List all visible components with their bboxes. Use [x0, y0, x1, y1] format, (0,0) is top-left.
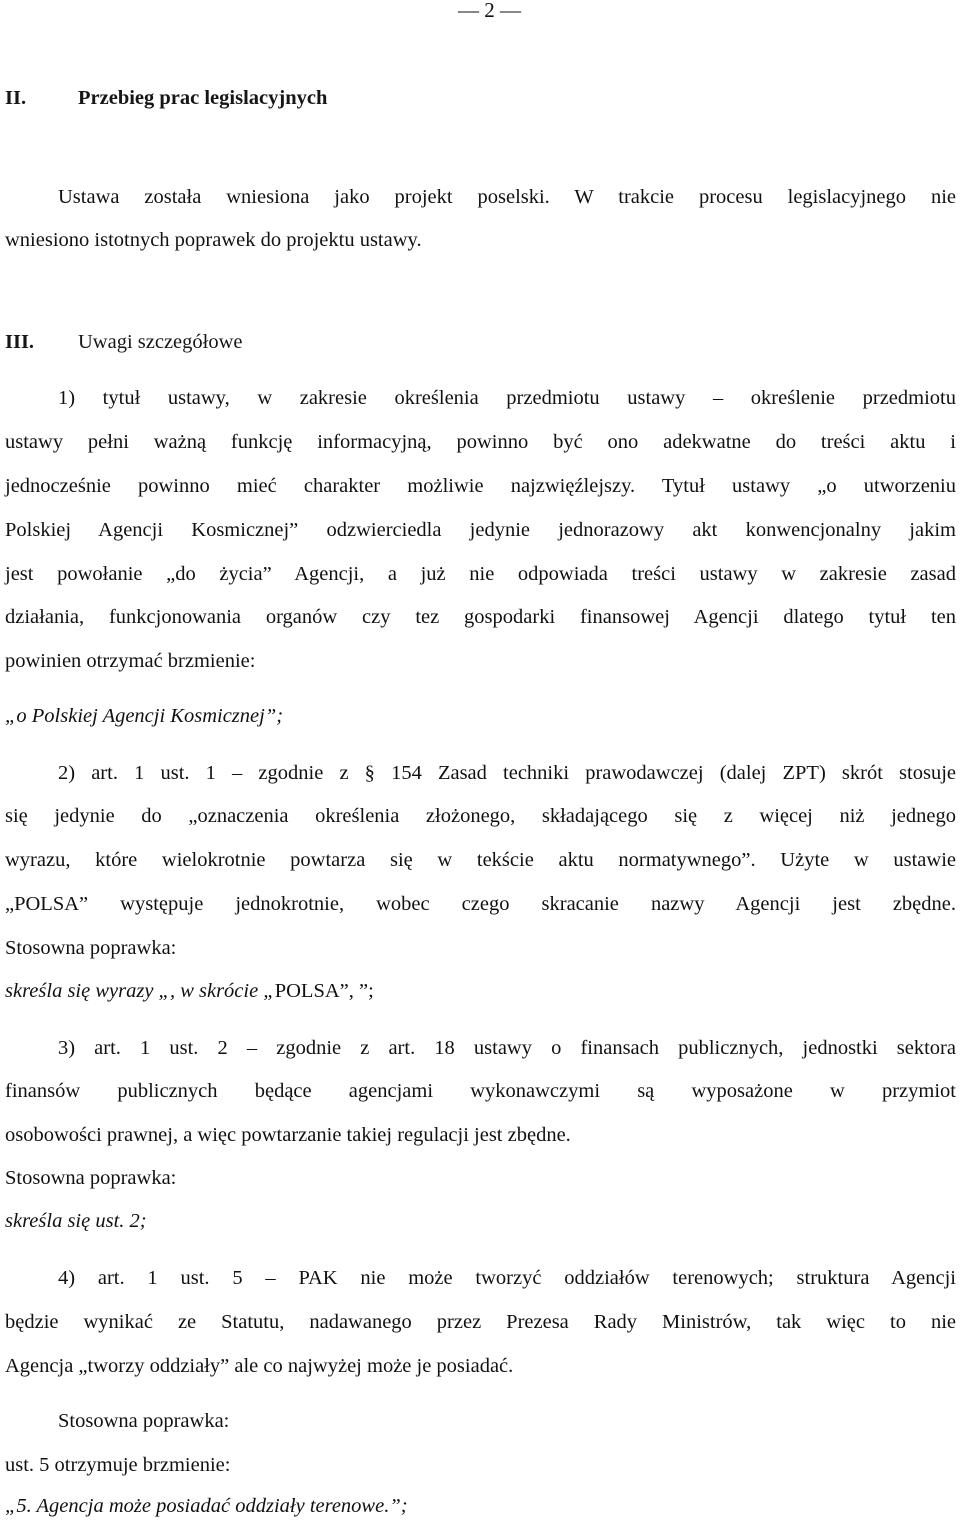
amendment-text: skreśla się ust. 2; [5, 1210, 147, 1232]
text-line: 1) tytuł ustawy, w zakresie określenia przedmiotu ustawy – określenie przedmiotu [58, 387, 956, 409]
text-line: jednocześnie powinno mieć charakter możliwie najzwięźlejszy. Tytuł ustawy „o utworzeniu [5, 475, 956, 497]
amendment-label: Stosowna poprawka: [58, 1410, 230, 1432]
section-number: II. [5, 87, 27, 109]
text-line: ustawy pełni ważną funkcję informacyjną, powinno być ono adekwatne do treści aktu i [5, 431, 956, 453]
text-line: osobowości prawnej, a więc powtarzanie takiej regulacji jest zbędne. [5, 1124, 571, 1146]
text-line: powinien otrzymać brzmienie: [5, 650, 256, 672]
text-line: Stosowna poprawka: [5, 937, 177, 959]
text-line: wniesiono istotnych poprawek do projektu ustawy. [5, 229, 422, 251]
section-number: III. [5, 331, 35, 353]
text-line: Stosowna poprawka: [5, 1167, 177, 1189]
text-line: Polskiej Agencji Kosmicznej” odzwierciedla jedynie jednorazowy akt konwencjonalny jakim [5, 519, 956, 541]
text-line: 3) art. 1 ust. 2 – zgodnie z art. 18 ustawy o finansach publicznych, jednostki sektora [58, 1037, 956, 1059]
amendment-text: „5. Agencja może posiadać oddziały terenowe.”; [5, 1495, 408, 1517]
text-line: będzie wynikać ze Statutu, nadawanego przez Prezesa Rady Ministrów, tak więc to nie [5, 1311, 956, 1333]
text-line: jest powołanie „do życia” Agencji, a już nie odpowiada treści ustawy w zakresie zasad [5, 563, 956, 585]
title-quote: „o Polskiej Agencji Kosmicznej”; [5, 705, 284, 727]
text-line: Agencja „tworzy oddziały” ale co najwyżej może je posiadać. [5, 1355, 514, 1377]
text-line: finansów publicznych będące agencjami wykonawczymi są wyposażone w przymiot [5, 1080, 956, 1102]
section-heading-3 [5, 331, 243, 354]
section-title: Przebieg prac legislacyjnych [78, 87, 328, 109]
section-title: Uwagi szczegółowe [78, 331, 243, 353]
text-line: 2) art. 1 ust. 1 – zgodnie z § 154 Zasad techniki prawodawczej (dalej ZPT) skrót stosuje [58, 762, 956, 784]
text-line: się jedynie do „oznaczenia określenia złożonego, składającego się z więcej niż jednego [5, 805, 956, 827]
amendment-text: skreśla się wyrazy „, w skrócie „POLSA”, ”; [5, 980, 374, 1002]
amendment-intro: ust. 5 otrzymuje brzmienie: [5, 1454, 231, 1476]
text-line: wyrazu, które wielokrotnie powtarza się w tekście aktu normatywnego”. Użyte w ustawie [5, 849, 956, 871]
section-heading-2 [5, 87, 327, 110]
text-line: Ustawa została wniesiona jako projekt poselski. W trakcie procesu legislacyjnego nie [58, 186, 956, 208]
text-line: działania, funkcjonowania organów czy tez gospodarki finansowej Agencji dlatego tytuł ten [5, 606, 956, 628]
text-line: 4) art. 1 ust. 5 – PAK nie może tworzyć oddziałów terenowych; struktura Agencji [58, 1267, 956, 1289]
page-number: — 2 — [458, 0, 521, 22]
text-line: „POLSA” występuje jednokrotnie, wobec czego skracanie nazwy Agencji jest zbędne. [5, 893, 956, 915]
